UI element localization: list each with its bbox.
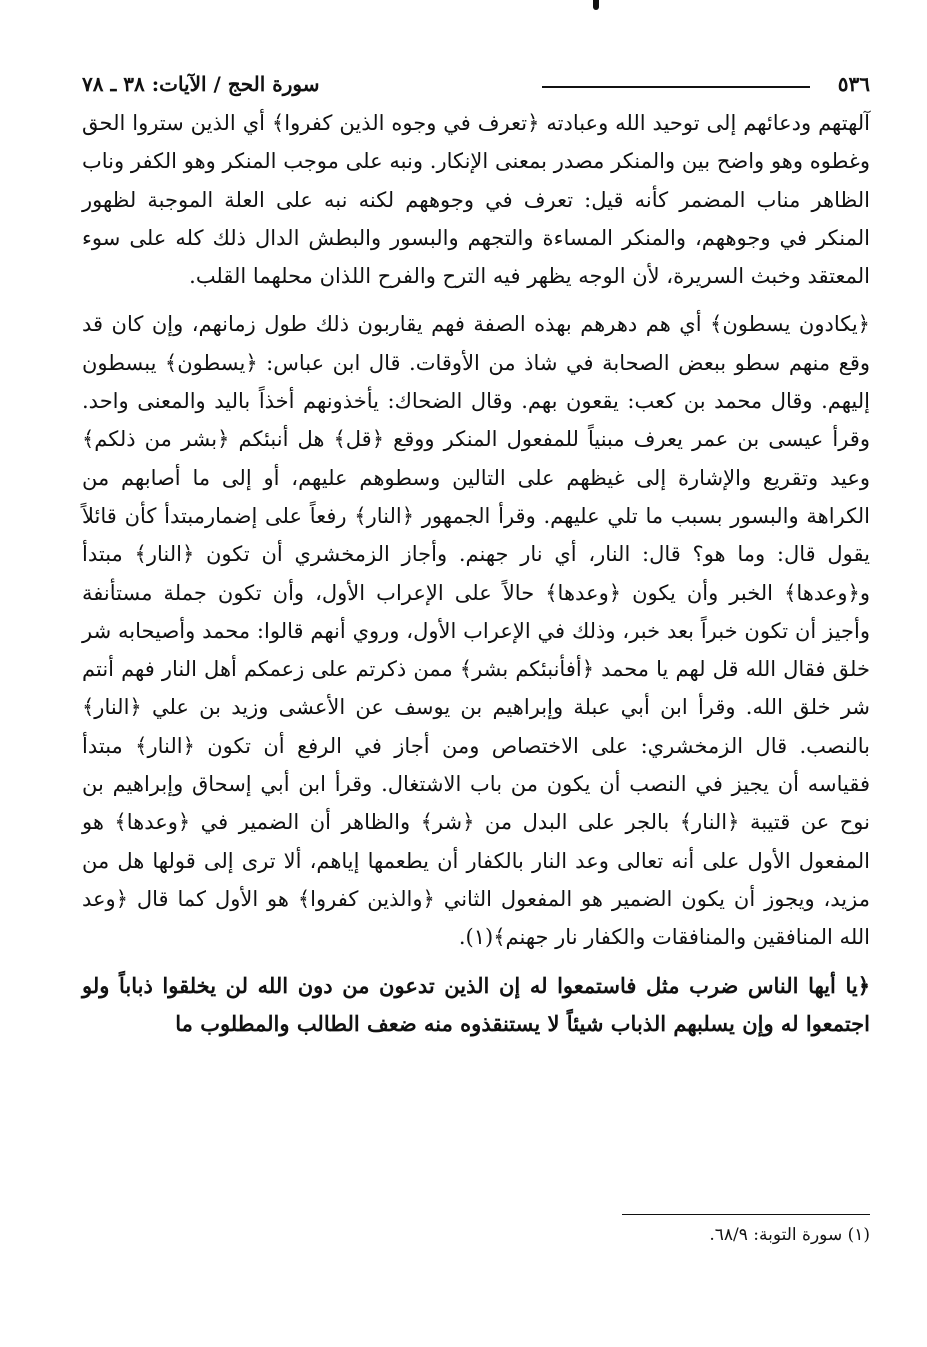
footnote: (١) سورة التوبة: ٦٨/٩. [709, 1225, 870, 1245]
main-text [82, 104, 870, 1043]
quran-verse: ﴿يا أيها الناس ضرب مثل فاستمعوا له إن الذين تدعون من دون الله لن يخلقوا ذباباً ولو اجتمعوا له وإن يسلبهم الذباب شيئاً لا يستنقذوه منه ضعف الطالب والمطلوب ما [82, 972, 870, 1036]
page-header [82, 58, 870, 104]
paragraph-1: آلهتهم ودعائهم إلى توحيد الله وعبادته ﴿تعرف في وجوه الذين كفروا﴾ أي الذين ستروا الحق وغطوه وهو واضح بين والمنكر مصدر بمعنى الإنكار. ونبه على موجب المنكر وهو الكفر وناب الظاهر مناب المضمر كأنه قيل: تعرف في وجوههم لكنه نبه على العلة الموجبة لظهور المنكر في وجوههم، والمنكر المساءة والتجهم والبسور والبطش الدال ذلك كله على سوء المعتقد وخبث السريرة، لأن الوجه يظهر فيه الترح والفرح اللذان محلهما القلب. [82, 111, 870, 289]
page-top-mark [593, 0, 599, 10]
paragraph-2: ﴿يكادون يسطون﴾ أي هم دهرهم بهذه الصفة فهم يقاربون ذلك طول زمانهم، وإن كان قد وقع منهم سطو ببعض الصحابة في شاذ من الأوقات. قال ابن عباس: ﴿يسطون﴾ يبسطون إليهم. وقال محمد بن كعب: يقعون بهم. وقال الضحاك: يأخذونهم أخذاً باليد والمعنى واحد. وقرأ عيسى بن عمر يعرف مبنياً للمفعول المنكر ووقع ﴿قل﴾ هل أنبئكم ﴿بشر من ذلكم﴾ وعيد وتقريع والإشارة إلى غيظهم على التالين وسطوهم عليهم، أو إلى ما أصابهم من الكراهة والبسور بسبب ما تلي عليهم. وقرأ الجمهور ﴿النار﴾ رفعاً على إضمارمبتدأ كأن قائلاً يقول قال: وما هو؟ قال: النار، أي نار جهنم. وأجاز الزمخشري أن تكون ﴿النار﴾ مبتدأ و﴿وعدها﴾ الخبر وأن يكون ﴿وعدها﴾ حالاً على الإعراب الأول، وأن تكون جملة مستأنفة وأجيز أن تكون خبراً بعد خبر، وذلك في الإعراب الأول، وروي أنهم قالوا: محمد وأصيحابه شر خلق فقال الله قل لهم يا محمد ﴿أفأنبئكم بشر﴾ ممن ذكرتم على زعمكم أهل النار فهم أنتم شر خلق الله. وقرأ ابن أبي عبلة وإبراهيم بن يوسف عن الأعشى وزيد بن علي ﴿النار﴾ بالنصب. قال الزمخشري: على الاختصاص ومن أجاز في الرفع أن تكون ﴿النار﴾ مبتدأ فقياسه أن يجيز في النصب أن يكون من باب الاشتغال. وقرأ ابن أبي إسحاق وإبراهيم بن نوح عن قتيبة ﴿النار﴾ بالجر على البدل من ﴿شر﴾ والظاهر أن الضمير في ﴿وعدها﴾ هو المفعول الأول على أنه تعالى وعد النار بالكفار أن يطعمها إياهم، ألا ترى إلى قولها هل من مزيد، ويجوز أن يكون الضمير هو المفعول الثاني ﴿والذين كفروا﴾ هو الأول كما قال ﴿وعد الله المنافقين والمنافقات والكفار نار جهنم﴾(١). [82, 312, 870, 950]
page-number: ٥٣٦ [837, 72, 870, 96]
running-title: سورة الحج / الآيات: ٣٨ ـ ٧٨ [82, 72, 320, 96]
book-page [82, 58, 870, 1298]
footnote-rule [622, 1214, 870, 1215]
header-rule [542, 86, 810, 88]
